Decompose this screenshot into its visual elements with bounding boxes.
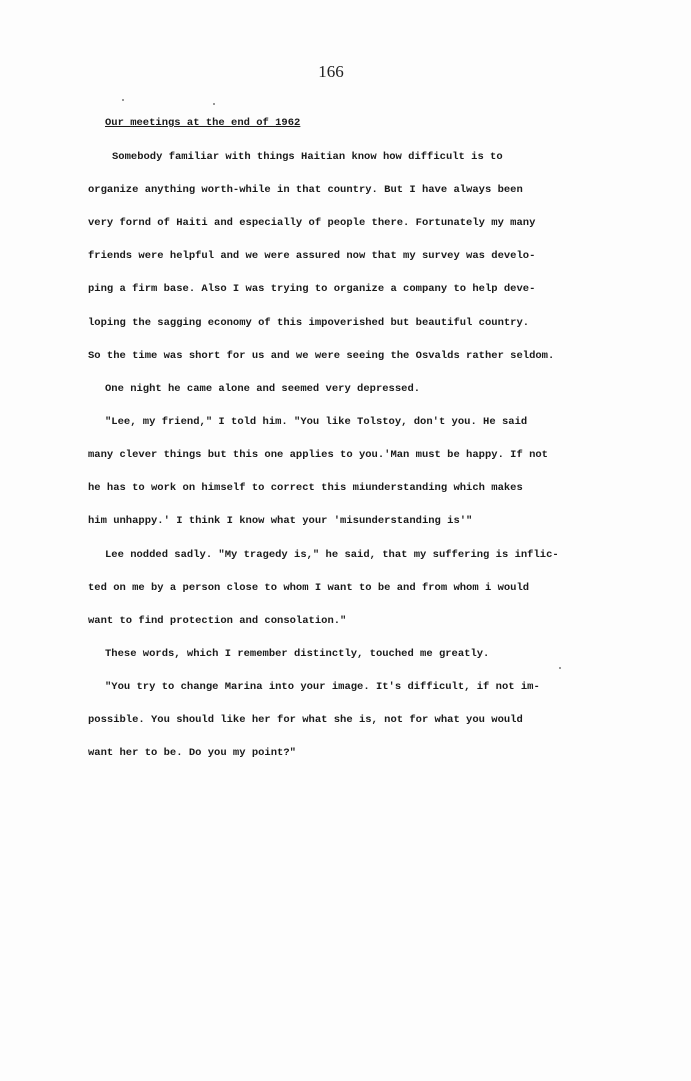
scan-speck: [122, 99, 124, 101]
text-line: he has to work on himself to correct this miunderstanding which makes: [88, 482, 523, 494]
text-line: These words, which I remember distinctly, touched me greatly.: [105, 648, 490, 660]
text-line: Somebody familiar with things Haitian know how difficult is to: [112, 151, 503, 163]
text-line: ping a firm base. Also I was trying to organize a company to help deve-: [88, 283, 536, 295]
text-line: organize anything worth-while in that country. But I have always been: [88, 184, 523, 196]
text-line: him unhappy.' I think I know what your 'misunderstanding is'": [88, 515, 473, 527]
text-line: possible. You should like her for what she is, not for what you would: [88, 714, 523, 726]
text-line: very fornd of Haiti and especially of people there. Fortunately my many: [88, 217, 536, 229]
text-line: many clever things but this one applies to you.'Man must be happy. If not: [88, 449, 548, 461]
text-line: loping the sagging economy of this impoverished but beautiful country.: [88, 317, 530, 329]
page-number: 166: [318, 62, 344, 81]
text-line: want to find protection and consolation.": [88, 615, 347, 627]
section-heading: Our meetings at the end of 1962: [105, 117, 301, 129]
text-line: Lee nodded sadly. "My tragedy is," he said, that my suffering is inflic-: [105, 549, 559, 561]
scan-speck: [559, 667, 561, 669]
text-line: "You try to change Marina into your image. It's difficult, if not im-: [105, 681, 540, 693]
scan-speck: [213, 103, 215, 105]
text-line: friends were helpful and we were assured now that my survey was develo-: [88, 250, 536, 262]
text-line: want her to be. Do you my point?": [88, 747, 296, 759]
text-line: "Lee, my friend," I told him. "You like Tolstoy, don't you. He said: [105, 416, 528, 428]
text-line: ted on me by a person close to whom I want to be and from whom i would: [88, 582, 530, 594]
text-line: So the time was short for us and we were seeing the Osvalds rather seldom.: [88, 350, 555, 362]
text-line: One night he came alone and seemed very depressed.: [105, 383, 421, 395]
